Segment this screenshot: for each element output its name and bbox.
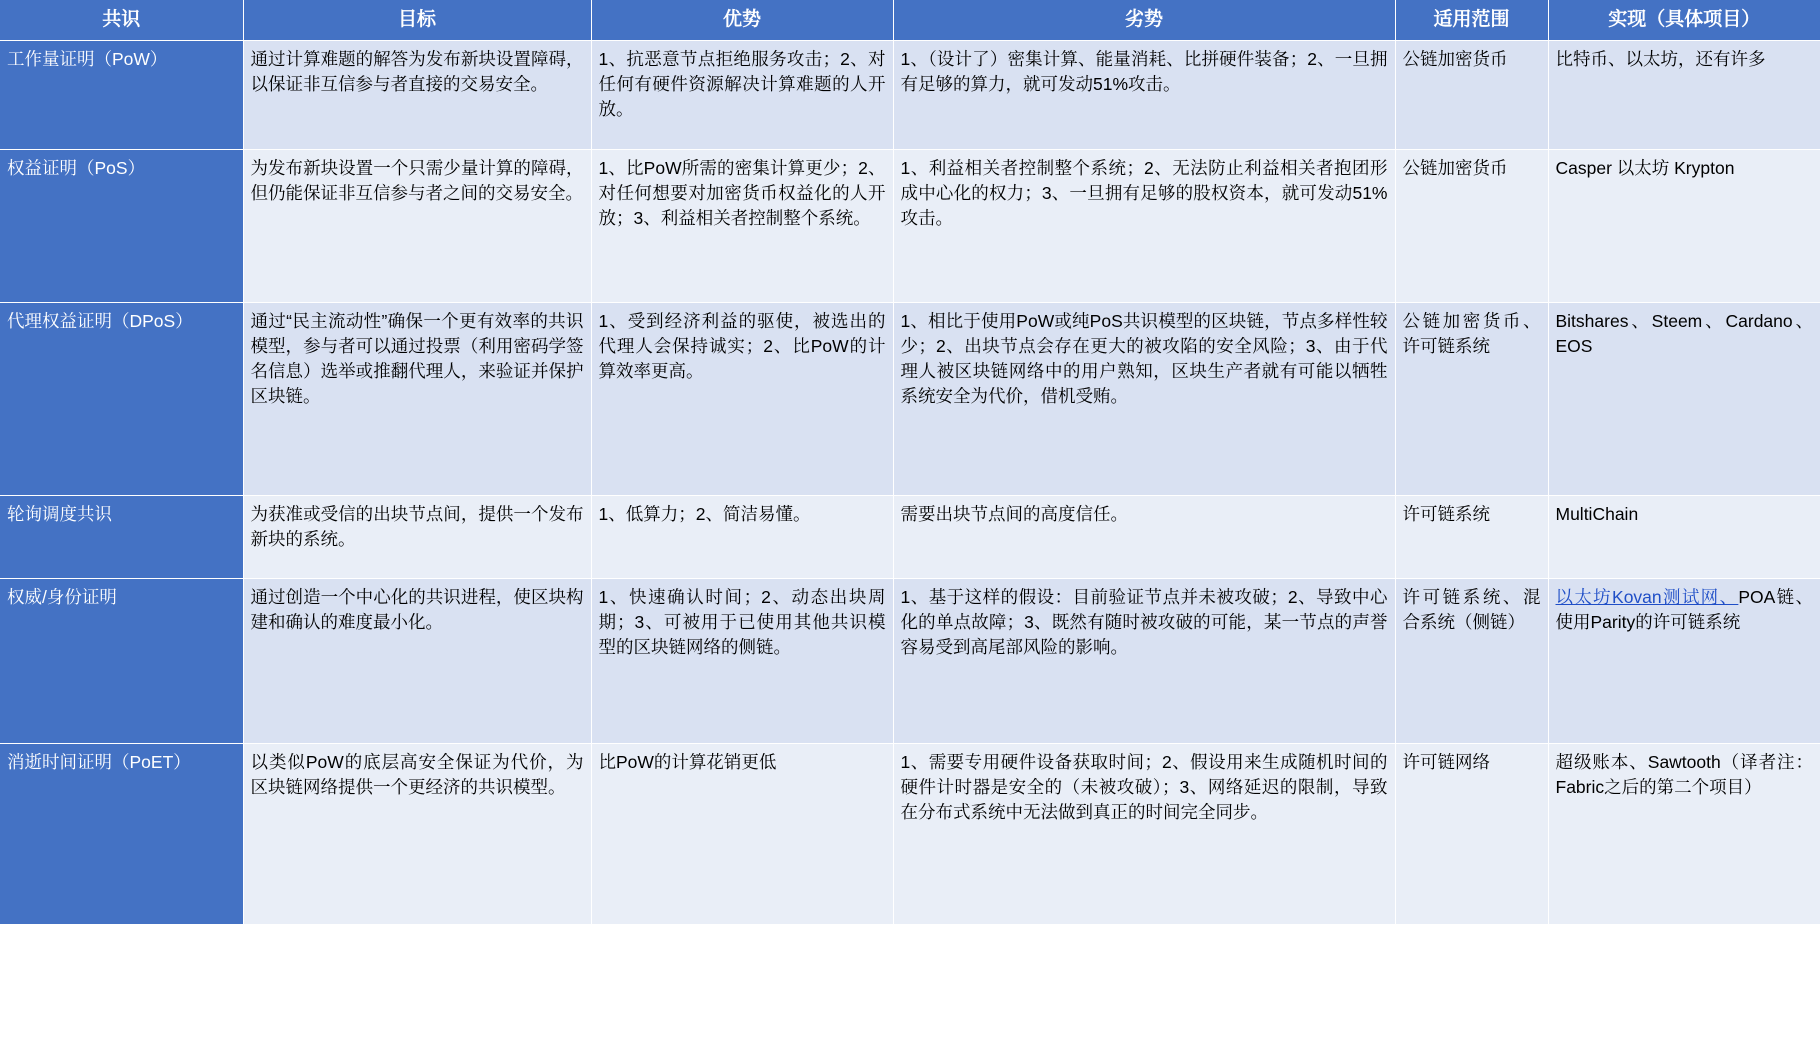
cell-pros: 1、比PoW所需的密集计算更少；2、对任何想要对加密货币权益化的人开放；3、利益相关者控制整个系统。	[591, 150, 893, 303]
column-header-pros: 优势	[591, 0, 893, 41]
cell-consensus-name: 权威/身份证明	[0, 579, 243, 744]
cell-consensus-name: 轮询调度共识	[0, 496, 243, 579]
cell-goal: 通过创造一个中心化的共识进程，使区块构建和确认的难度最小化。	[243, 579, 591, 744]
cell-consensus-name: 权益证明（PoS）	[0, 150, 243, 303]
cell-cons: 需要出块节点间的高度信任。	[893, 496, 1395, 579]
cell-goal: 为获准或受信的出块节点间，提供一个发布新块的系统。	[243, 496, 591, 579]
cell-consensus-name: 代理权益证明（DPoS）	[0, 303, 243, 496]
table-row	[0, 41, 1820, 150]
cell-scope: 公链加密货币	[1395, 41, 1548, 150]
cell-cons: 1、相比于使用PoW或纯PoS共识模型的区块链，节点多样性较少；2、出块节点会存在更大的被攻陷的安全风险；3、由于代理人被区块链网络中的用户熟知，区块生产者就有可能以牺牲系统安全为代价，借机受贿。	[893, 303, 1395, 496]
cell-scope: 公链加密货币、许可链系统	[1395, 303, 1548, 496]
table-row	[0, 744, 1820, 925]
cell-scope: 许可链系统、混合系统（侧链）	[1395, 579, 1548, 744]
cell-implementations: Bitshares、Steem、Cardano、EOS	[1548, 303, 1820, 496]
cell-goal: 通过“民主流动性”确保一个更有效率的共识模型，参与者可以通过投票（利用密码学签名信息）选举或推翻代理人，来验证并保护区块链。	[243, 303, 591, 496]
cell-consensus-name: 消逝时间证明（PoET）	[0, 744, 243, 925]
table-row	[0, 496, 1820, 579]
cell-pros: 1、低算力；2、简洁易懂。	[591, 496, 893, 579]
cell-pros: 1、抗恶意节点拒绝服务攻击；2、对任何有硬件资源解决计算难题的人开放。	[591, 41, 893, 150]
cell-implementations: 比特币、以太坊，还有许多	[1548, 41, 1820, 150]
table-row	[0, 303, 1820, 496]
cell-pros: 1、快速确认时间；2、动态出块周期；3、可被用于已使用其他共识模型的区块链网络的侧链。	[591, 579, 893, 744]
kovan-testnet-link[interactable]: 以太坊Kovan测试网、	[1555, 587, 1739, 607]
cell-cons: 1、利益相关者控制整个系统；2、无法防止利益相关者抱团形成中心化的权力；3、一旦拥有足够的股权资本，就可发动51%攻击。	[893, 150, 1395, 303]
cell-scope: 许可链网络	[1395, 744, 1548, 925]
table-row	[0, 579, 1820, 744]
column-header-implementations: 实现（具体项目）	[1548, 0, 1820, 41]
cell-goal: 通过计算难题的解答为发布新块设置障碍，以保证非互信参与者直接的交易安全。	[243, 41, 591, 150]
cell-cons: 1、基于这样的假设：目前验证节点并未被攻破；2、导致中心化的单点故障；3、既然有随时被攻破的可能，某一节点的声誉容易受到高尾部风险的影响。	[893, 579, 1395, 744]
column-header-consensus: 共识	[0, 0, 243, 41]
cell-implementations	[1548, 579, 1820, 744]
cell-pros: 比PoW的计算花销更低	[591, 744, 893, 925]
cell-goal: 以类似PoW的底层高安全保证为代价，为区块链网络提供一个更经济的共识模型。	[243, 744, 591, 925]
cell-goal: 为发布新块设置一个只需少量计算的障碍，但仍能保证非互信参与者之间的交易安全。	[243, 150, 591, 303]
cell-pros: 1、受到经济利益的驱使，被选出的代理人会保持诚实；2、比PoW的计算效率更高。	[591, 303, 893, 496]
table-row	[0, 150, 1820, 303]
cell-implementations: Casper 以太坊 Krypton	[1548, 150, 1820, 303]
column-header-cons: 劣势	[893, 0, 1395, 41]
column-header-goal: 目标	[243, 0, 591, 41]
table-header-row	[0, 0, 1820, 41]
cell-consensus-name: 工作量证明（PoW）	[0, 41, 243, 150]
implementation-text: POA链、使用Parity的许可链系统	[1555, 587, 1813, 632]
cell-scope: 许可链系统	[1395, 496, 1548, 579]
cell-scope: 公链加密货币	[1395, 150, 1548, 303]
cell-cons: 1、（设计了）密集计算、能量消耗、比拼硬件装备；2、一旦拥有足够的算力，就可发动51%攻击。	[893, 41, 1395, 150]
cell-implementations: 超级账本、Sawtooth（译者注：Fabric之后的第二个项目）	[1548, 744, 1820, 925]
cell-cons: 1、需要专用硬件设备获取时间；2、假设用来生成随机时间的硬件计时器是安全的（未被攻破）；3、网络延迟的限制，导致在分布式系统中无法做到真正的时间完全同步。	[893, 744, 1395, 925]
cell-implementations: MultiChain	[1548, 496, 1820, 579]
column-header-scope: 适用范围	[1395, 0, 1548, 41]
